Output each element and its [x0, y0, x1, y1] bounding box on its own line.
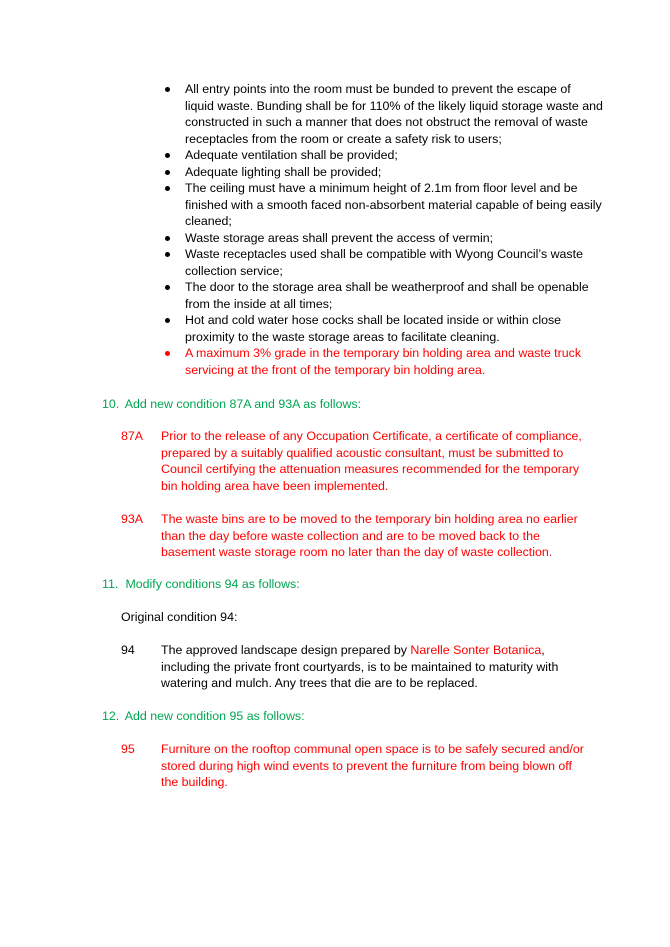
- bullet-icon: [165, 153, 170, 158]
- condition-text: Prior to the release of any Occupation Certificate, a certificate of compliance, prepared by a suitably qualified acoustic consultant, must be submitted to Council certifying the attenuation measures recommended for the temporary bin holding area have been implemented.: [161, 429, 582, 493]
- list-item-text: All entry points into the room must be bunded to prevent the escape of liquid waste. Bunding shall be for 110% of the likely liquid storage waste and constructed in such a manner that does not obstruct the removal of waste receptacles from the room or create a safety risk to users;: [185, 82, 603, 146]
- bullet-icon: [165, 351, 170, 356]
- section-11-heading: [102, 576, 300, 593]
- list-item: [163, 312, 603, 345]
- bullet-icon: [165, 186, 170, 191]
- section-heading-text: Add new condition 87A and 93A as follows:: [124, 397, 362, 411]
- list-item-text: The ceiling must have a minimum height of 2.1m from floor level and be finished with a smooth faced non-absorbent material capable of being easily cleaned;: [185, 181, 602, 228]
- bullet-icon: [165, 236, 170, 241]
- section-10-heading: [102, 396, 361, 413]
- bullet-icon: [165, 252, 170, 257]
- condition-text-part: , including the private front courtyards, is to be maintained to maturity with watering and mulch. Any trees that die are to be replaced.: [161, 643, 559, 690]
- section-heading-text: Add new condition 95 as follows:: [124, 709, 305, 723]
- list-item-text: Adequate ventilation shall be provided;: [185, 148, 398, 162]
- list-item-text: Hot and cold water hose cocks shall be located inside or within close proximity to the waste storage areas to facilitate cleaning.: [185, 313, 562, 344]
- condition-number: 87A: [121, 429, 144, 443]
- original-condition-label: Original condition 94:: [121, 610, 238, 624]
- condition-text: Furniture on the rooftop communal open space is to be safely secured and/or stored during high wind events to prevent the furniture from being blown off the building.: [161, 742, 584, 789]
- condition-87a: [121, 428, 591, 494]
- section-number: 11.: [102, 577, 119, 591]
- section-number: 12.: [102, 709, 120, 723]
- list-item: [163, 246, 603, 279]
- bullet-icon: [165, 285, 170, 290]
- section-heading-text: Modify conditions 94 as follows:: [125, 577, 300, 591]
- bullet-icon: [165, 87, 170, 92]
- list-item-text: Adequate lighting shall be provided;: [185, 164, 382, 179]
- list-item-text: The door to the storage area shall be weatherproof and shall be openable from the inside at all times;: [185, 280, 589, 311]
- list-item: [163, 180, 603, 230]
- list-item: [163, 230, 603, 247]
- bullet-icon: [165, 170, 170, 175]
- section-12-heading: [102, 708, 305, 725]
- condition-93a: [121, 511, 591, 561]
- condition-number: 95: [121, 742, 135, 756]
- list-item-text: Waste receptacles used shall be compatible with Wyong Council’s waste collection service;: [185, 247, 583, 278]
- condition-text-part: The approved landscape design prepared by: [161, 643, 411, 657]
- condition-95: [121, 741, 591, 791]
- condition-number: 93A: [121, 512, 144, 526]
- list-item-text: A maximum 3% grade in the temporary bin holding area and waste truck servicing at the front of the temporary bin holding area.: [185, 346, 582, 377]
- condition-number: 94: [121, 643, 135, 657]
- condition-text: The waste bins are to be moved to the temporary bin holding area no earlier than the day before waste collection and are to be moved back to the basement waste storage room no later than the day of waste collection.: [161, 512, 578, 559]
- list-item: [163, 81, 603, 147]
- list-item: [163, 279, 603, 312]
- condition-94: [121, 642, 591, 692]
- condition-text: [161, 642, 591, 692]
- list-item: [163, 164, 603, 181]
- landscape-designer-name: Narelle Sonter Botanica: [410, 643, 542, 657]
- section-number: 10.: [102, 397, 120, 411]
- waste-room-requirements-list: [163, 81, 603, 378]
- list-item: [163, 147, 603, 164]
- bullet-icon: [165, 318, 170, 323]
- list-item-text: Waste storage areas shall prevent the access of vermin;: [185, 230, 494, 245]
- list-item-amendment: [163, 345, 603, 378]
